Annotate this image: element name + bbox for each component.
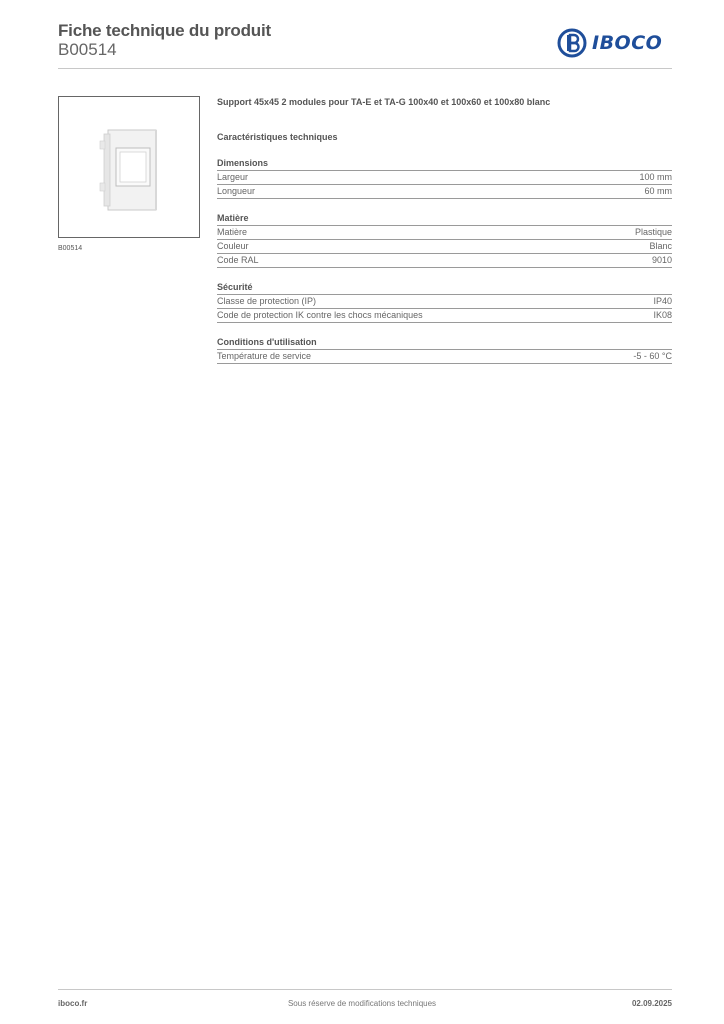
spec-value: -5 - 60 °C	[633, 351, 672, 361]
spec-value: 60 mm	[644, 186, 672, 196]
page-title: Fiche technique du produit	[58, 21, 271, 40]
section-title: Sécurité	[217, 282, 253, 292]
spec-label: Couleur	[217, 241, 249, 251]
spec-row	[217, 185, 672, 199]
footer-website-link[interactable]: iboco.fr	[58, 999, 88, 1008]
product-image	[58, 96, 200, 238]
brand-logo[interactable]	[557, 28, 674, 58]
logo-text: IBOCO	[592, 32, 663, 54]
spec-label: Matière	[217, 227, 248, 237]
spec-section-security	[217, 281, 672, 323]
footer-divider	[58, 989, 672, 990]
spec-label: Température de service	[217, 351, 312, 361]
spec-row	[217, 240, 672, 254]
spec-section-material	[217, 212, 672, 268]
image-caption: B00514	[58, 245, 83, 252]
spec-row	[217, 225, 672, 240]
spec-value: 100 mm	[639, 172, 672, 182]
product-description: Support 45x45 2 modules pour TA-E et TA-G 100x40 et 100x60 et 100x80 blanc	[217, 97, 551, 107]
spec-row	[217, 309, 672, 323]
header-divider	[58, 68, 672, 69]
section-title: Conditions d'utilisation	[217, 337, 317, 347]
iboco-logo-icon	[557, 28, 587, 58]
spec-section-dimensions	[217, 157, 672, 199]
spec-value: IK08	[653, 310, 672, 320]
spec-value: IP40	[653, 296, 672, 306]
spec-label: Longueur	[217, 186, 256, 196]
spec-row	[217, 254, 672, 268]
spec-value: 9010	[651, 255, 672, 265]
spec-content	[217, 96, 672, 364]
spec-row	[217, 349, 672, 364]
spec-label: Largeur	[217, 172, 249, 182]
product-code: B00514	[58, 40, 117, 59]
spec-label: Classe de protection (IP)	[217, 296, 317, 306]
product-support-icon	[59, 97, 199, 237]
footer-note: Sous réserve de modifications techniques	[287, 999, 437, 1008]
spec-value: Plastique	[634, 227, 672, 237]
tech-title: Caractéristiques techniques	[217, 132, 338, 142]
spec-row	[217, 170, 672, 185]
spec-value: Blanc	[649, 241, 672, 251]
spec-label: Code RAL	[217, 255, 259, 265]
section-title: Matière	[217, 213, 249, 223]
spec-row	[217, 294, 672, 309]
spec-label: Code de protection IK contre les chocs mécaniques	[217, 310, 423, 320]
spec-section-conditions	[217, 336, 672, 364]
footer-date: 02.09.2025	[631, 999, 672, 1008]
section-title: Dimensions	[217, 158, 269, 168]
